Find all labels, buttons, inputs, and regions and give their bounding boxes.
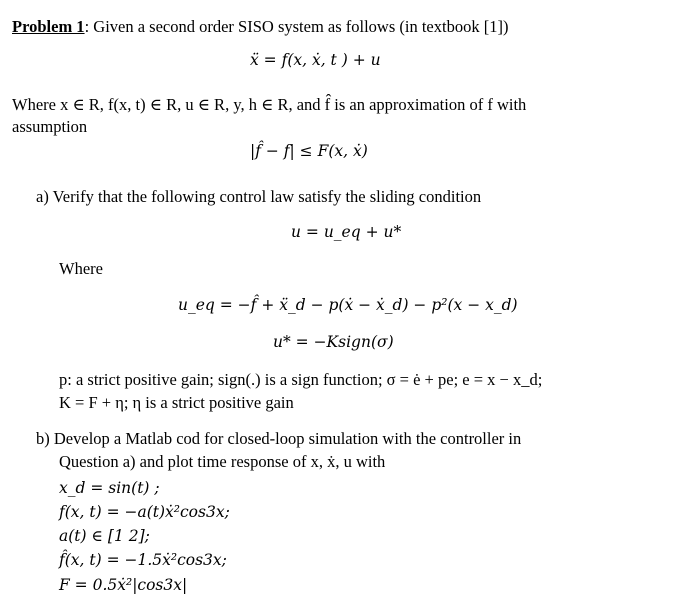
ueq-equation: u_eq = −f̂ + ẍ_d − p(ẋ − ẋ_d) − p²(x − x_d) — [178, 296, 518, 314]
problem-intro: : Given a second order SISO system as follows (in textbook [1]) — [84, 17, 509, 36]
part-a-question — [36, 187, 481, 207]
system-equation: ẍ = f(x, ẋ, t ) + u — [250, 51, 381, 69]
spec-xd: x_d = sin(t) ; — [59, 479, 160, 497]
spec-F: F = 0.5ẋ²|cos3x| — [59, 576, 188, 594]
part-b-question — [36, 429, 521, 449]
spec-f: f(x, t) = −a(t)ẋ²cos3x; — [59, 503, 230, 521]
part-a-where: Where — [59, 259, 103, 278]
spec-a: a(t) ∈ [1 2]; — [59, 527, 150, 545]
spec-fhat: f̂(x, t) = −1.5ẋ²cos3x; — [59, 551, 227, 569]
part-a-label: a) — [36, 187, 49, 206]
assumption-word: assumption — [12, 117, 88, 136]
part-a-description-1: p: a strict positive gain; sign(.) is a sign function; σ = ė + pe; e = x − x_d; — [59, 370, 543, 389]
part-b-label: b) — [36, 429, 50, 448]
assumption-equation: |f̂ − f| ≤ F(x, ẋ) — [250, 142, 368, 160]
problem-heading — [12, 17, 508, 37]
part-b-text-1: Develop a Matlab cod for closed-loop simulation with the controller in — [53, 429, 522, 448]
ustar-equation: u* = −Ksign(σ) — [273, 333, 394, 351]
part-a-description-2: K = F + η; η is a strict positive gain — [59, 393, 294, 412]
where-line: Where x ∈ R, f(x, t) ∈ R, u ∈ R, y, h ∈ R, and f̂ is an approximation of f with — [12, 95, 527, 114]
part-a-text: Verify that the following control law satisfy the sliding condition — [52, 187, 482, 206]
control-law-equation: u = u_eq + u* — [291, 223, 402, 241]
problem-label: Problem 1 — [12, 17, 85, 36]
part-b-text-2: Question a) and plot time response of x, ẋ, u with — [59, 452, 386, 471]
